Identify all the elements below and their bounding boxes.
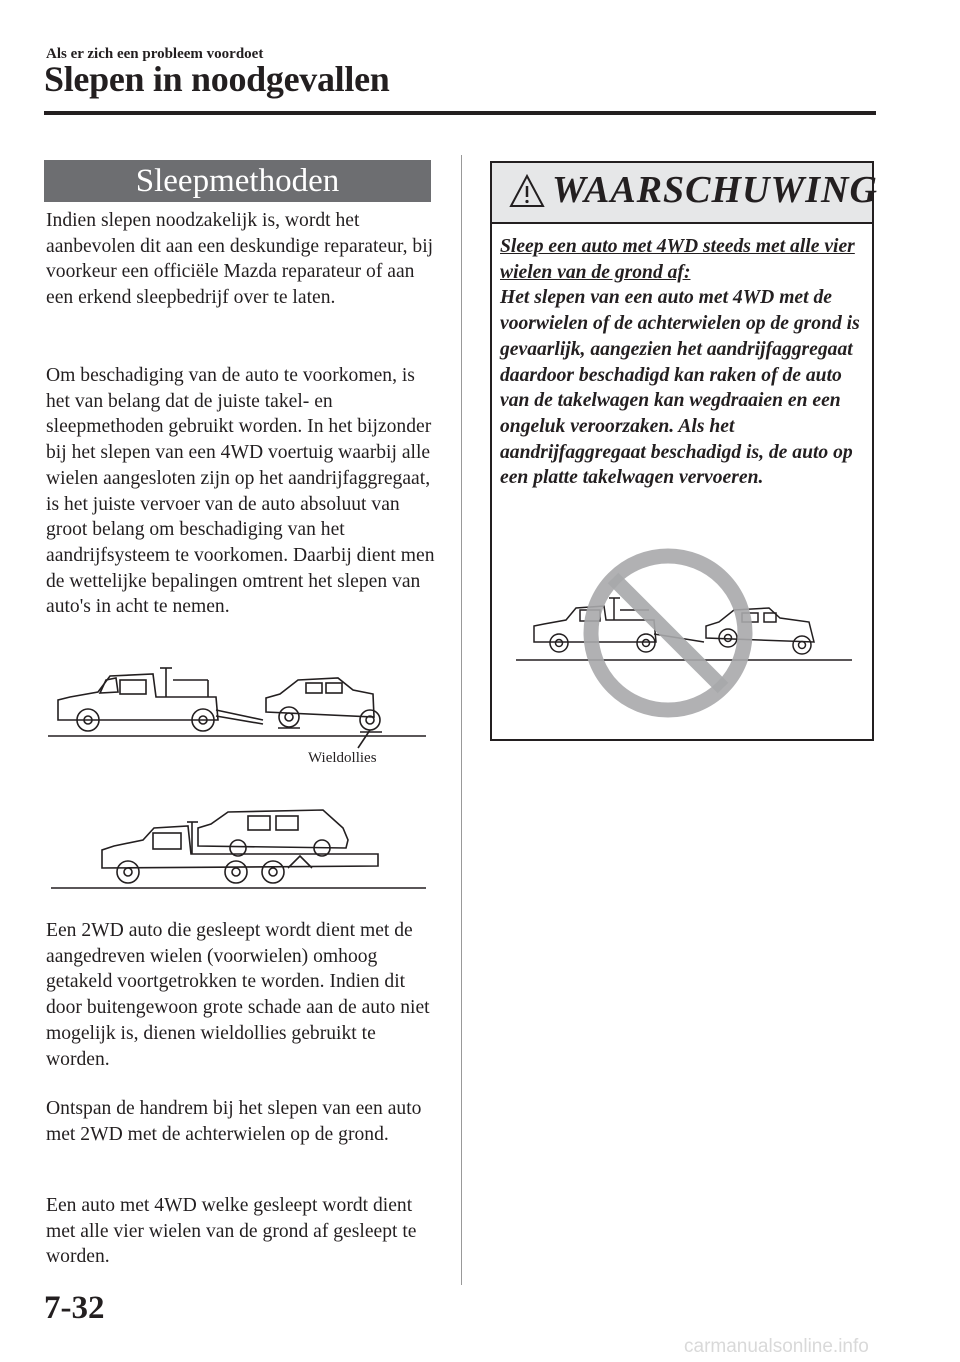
- section-heading: Sleepmethoden: [135, 163, 340, 199]
- paragraph-2wd-towing: Een 2WD auto die gesleept wordt dient met de aangedreven wielen (voorwielen) omhoog getakeld voortgetrokken te worden. Indien dit door buitengewoon grote schade aan de auto niet mogelijk is, dienen wieldollies gebruikt te worden.: [46, 920, 430, 1070]
- flatbed-tow-illustration: [48, 808, 428, 893]
- paragraph-intro: Indien slepen noodzakelijk is, wordt het aanbevolen dit aan een deskundige reparateur, bij voorkeur een officiële Mazda reparateur of aan een erkend sleepbedrijf over te laten.: [46, 210, 434, 309]
- breadcrumb: Als er zich een probleem voordoet: [46, 46, 264, 62]
- warning-header-rule: [492, 222, 872, 224]
- wheel-dolly-tow-illustration: [48, 662, 428, 747]
- watermark: carmanualsonline.info: [684, 1336, 869, 1357]
- wheel-dollies-caption: Wieldollies: [308, 750, 377, 766]
- warning-text: [500, 234, 870, 491]
- warning-body: Het slepen van een auto met 4WD met de voorwielen of de achterwielen op de grond is gevaarlijk, aangezien het aandrijfaggregaat daardoor beschadigd kan raken of de auto van de takelwagen kan wegdraaien en een ongeluk veroorzaken. Als het aandrijfaggregaat beschadigd is, de auto op een platte takelwagen vervoeren.: [500, 287, 860, 489]
- paragraph-4wd-towing: Een auto met 4WD welke gesleept wordt dient met alle vier wielen van de grond af gesleept te worden.: [46, 1195, 417, 1268]
- paragraph-methods: Om beschadiging van de auto te voorkomen, is het van belang dat de juiste takel- en sleepmethoden gebruikt worden. In het bijzonder bij het slepen van een 4WD voertuig waarbij alle wielen aangesloten zijn op het aandrijfaggregaat, is het juiste vervoer van de auto absoluut van groot belang om beschadiging van het aandrijfsysteem te voorkomen. Daarbij dient men de wettelijke bepalingen omtrent het slepen van auto's in acht te nemen.: [46, 365, 435, 618]
- page-title: Slepen in noodgevallen: [44, 59, 390, 99]
- paragraph-handbrake: Ontspan de handrem bij het slepen van een auto met 2WD met de achterwielen op de grond.: [46, 1098, 422, 1145]
- page-number: 7-32: [44, 1290, 105, 1326]
- warning-lead: Sleep een auto met 4WD steeds met alle vier wielen van de grond af:: [500, 236, 855, 283]
- header-rule: [44, 111, 876, 115]
- column-divider: [461, 155, 462, 1285]
- warning-title: WAARSCHUWING: [552, 169, 878, 211]
- warning-triangle-icon: [509, 174, 545, 210]
- prohibited-towing-illustration: [514, 550, 854, 730]
